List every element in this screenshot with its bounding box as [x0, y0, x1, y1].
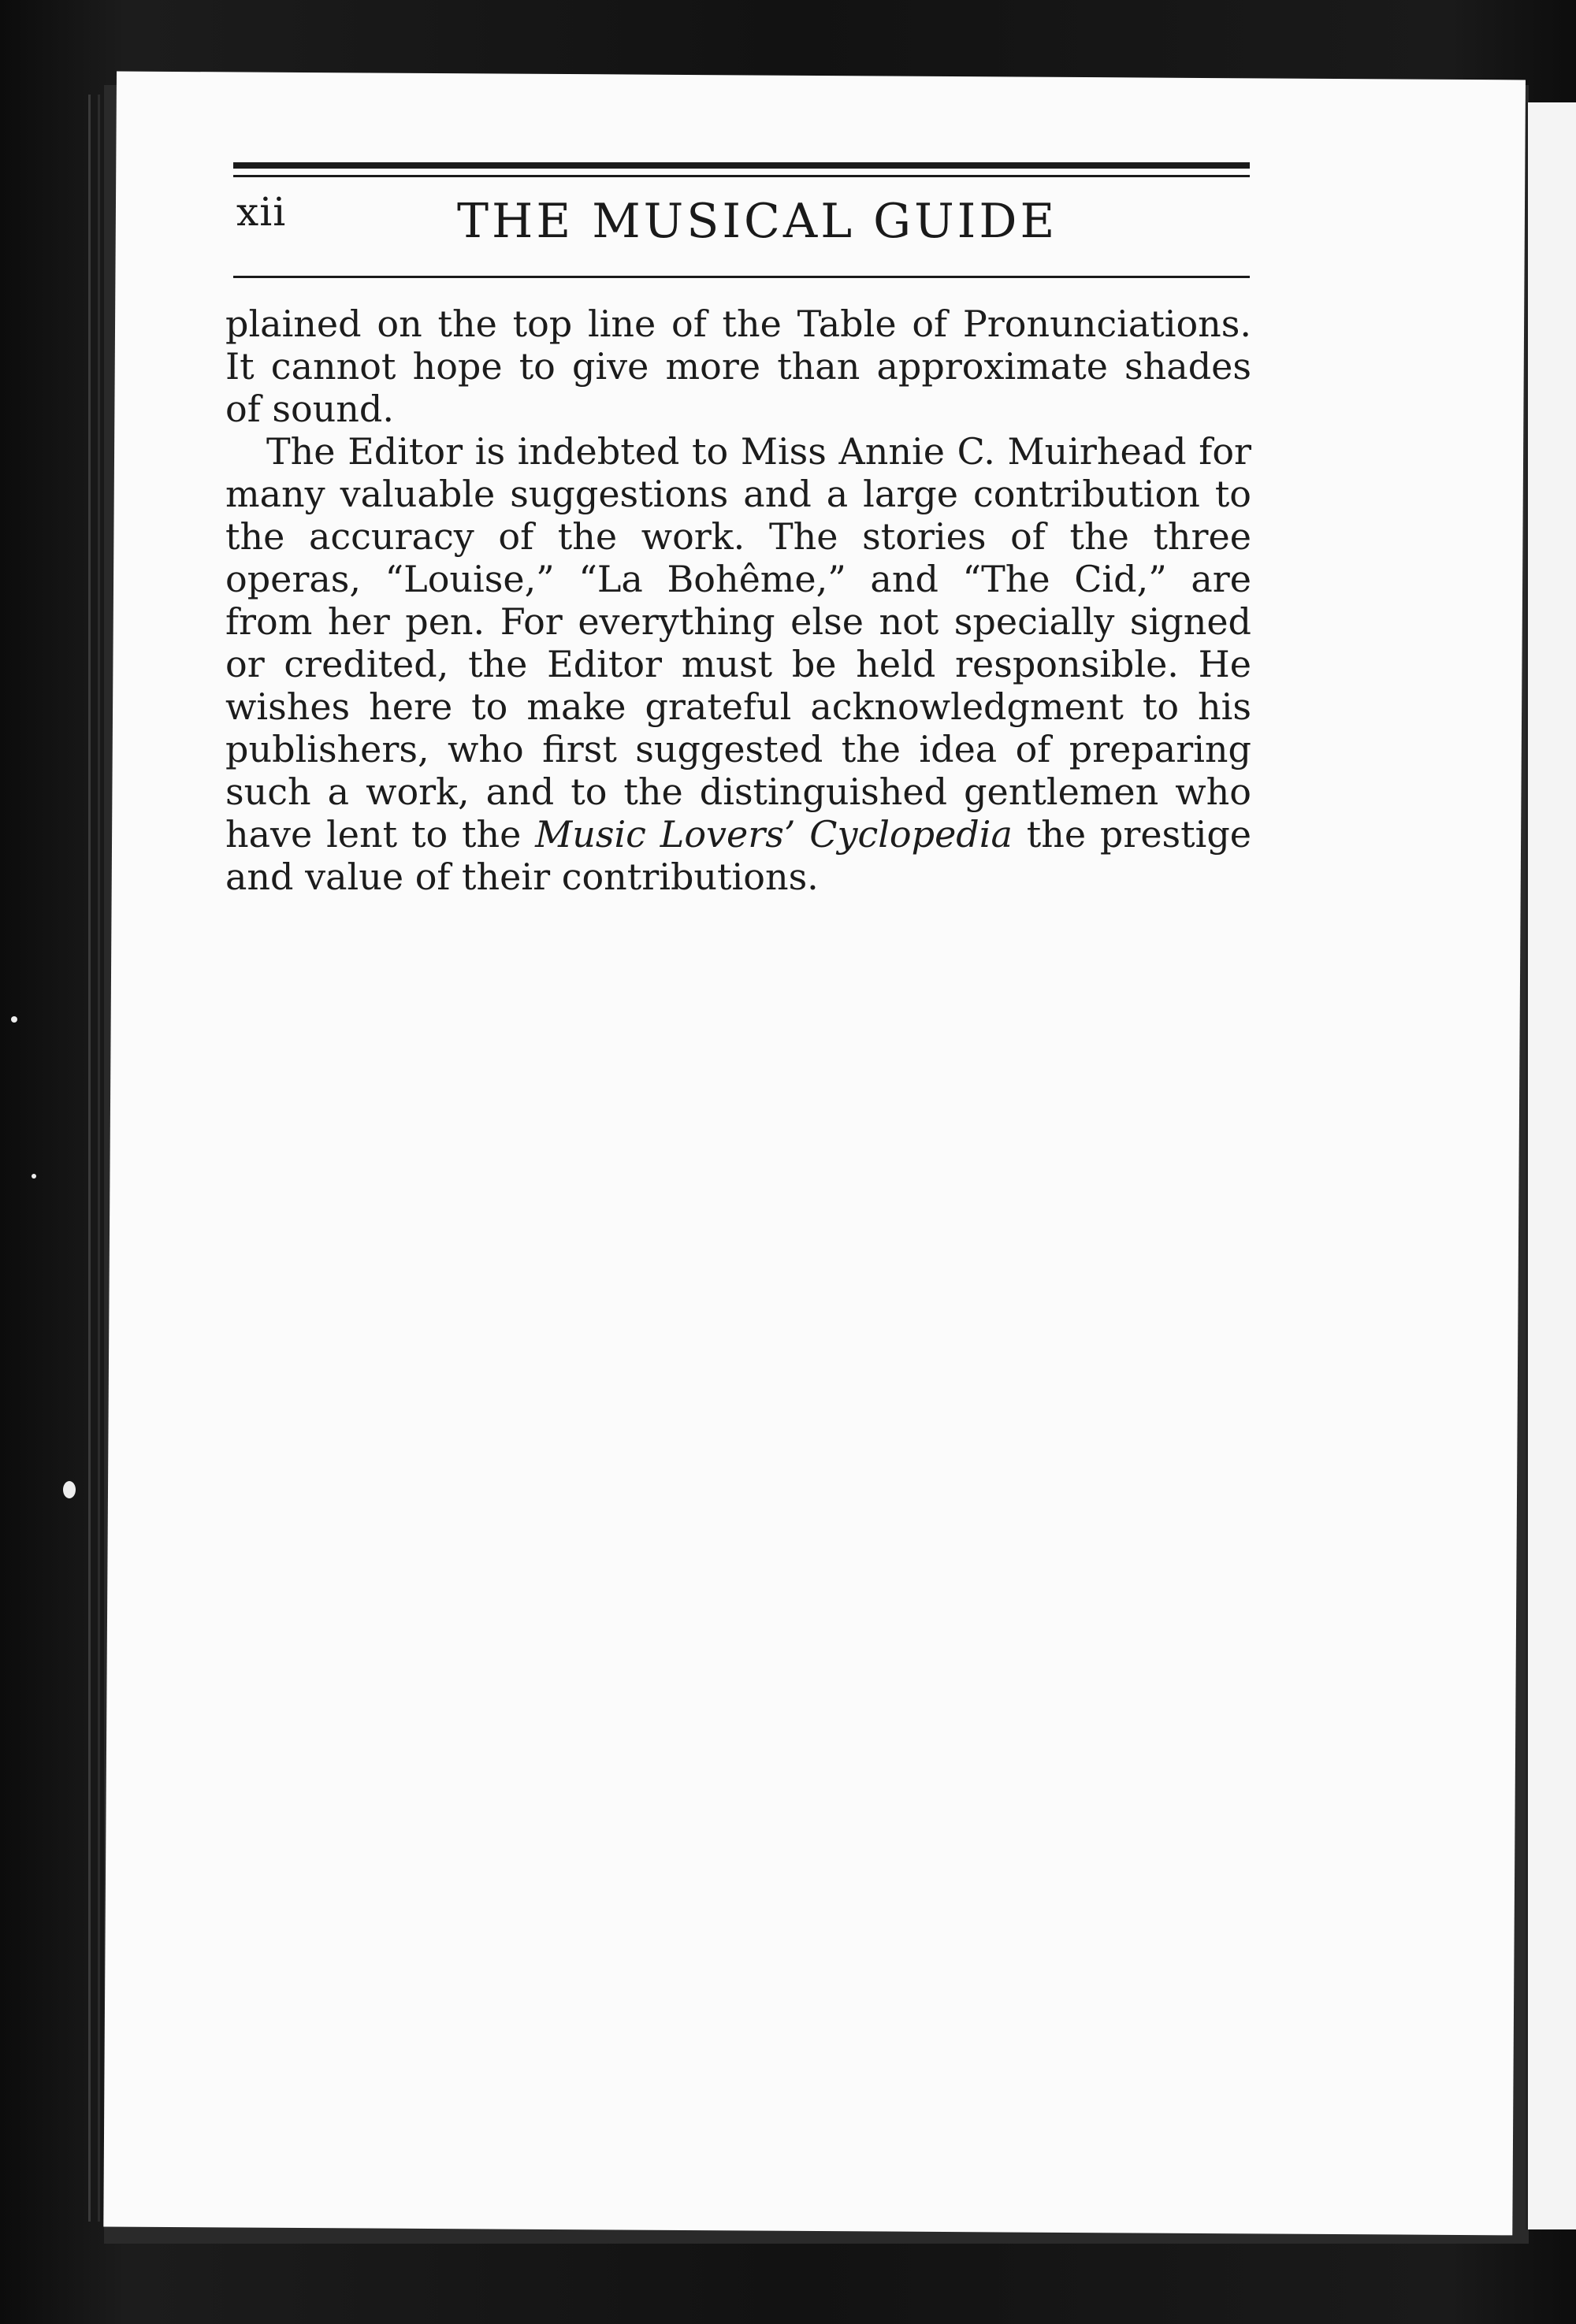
facing-page-edge: [1526, 102, 1576, 2229]
header-rule-thick: [233, 162, 1250, 169]
paragraph-text-end: the prestige and value of their contributions.: [225, 813, 1252, 898]
running-head: THE MUSICAL GUIDE: [457, 194, 1058, 249]
book-title-italic: Music Lovers’ Cyclopedia: [535, 813, 1013, 856]
facing-page-gutter-line: [1526, 102, 1528, 2229]
book-spine-edge: [88, 95, 91, 2222]
header-rule-thin: [233, 175, 1250, 177]
scan-artifact-speck: [11, 1016, 17, 1023]
header-underline-rule: [233, 276, 1250, 278]
book-spine-edge-inner: [98, 95, 100, 2222]
paragraph-continued: plained on the top line of the Table of Pronunciations. It cannot hope to give more than approximate shades of sound.: [225, 303, 1251, 430]
paragraph-text-start: The Editor is indebted to Miss Annie C. Muirhead for many valuable suggestions and a large contribution to the accuracy of the work. The stories of the three operas, “Louise,” “La Bohême,” and “The Cid,” are from her pen. For everything else not specially signed or credited, the Editor must be held responsible. He wishes here to make grateful acknowledgment to his publishers, who first suggested the idea of preparing such a work, and to the distinguished gentlemen who have lent to the: [225, 430, 1251, 856]
page-number: xii: [236, 189, 287, 235]
scan-artifact-speck: [63, 1481, 76, 1498]
scan-artifact-speck: [32, 1174, 36, 1179]
paragraph-acknowledgments: [225, 430, 1251, 898]
body-text: [225, 303, 1251, 898]
